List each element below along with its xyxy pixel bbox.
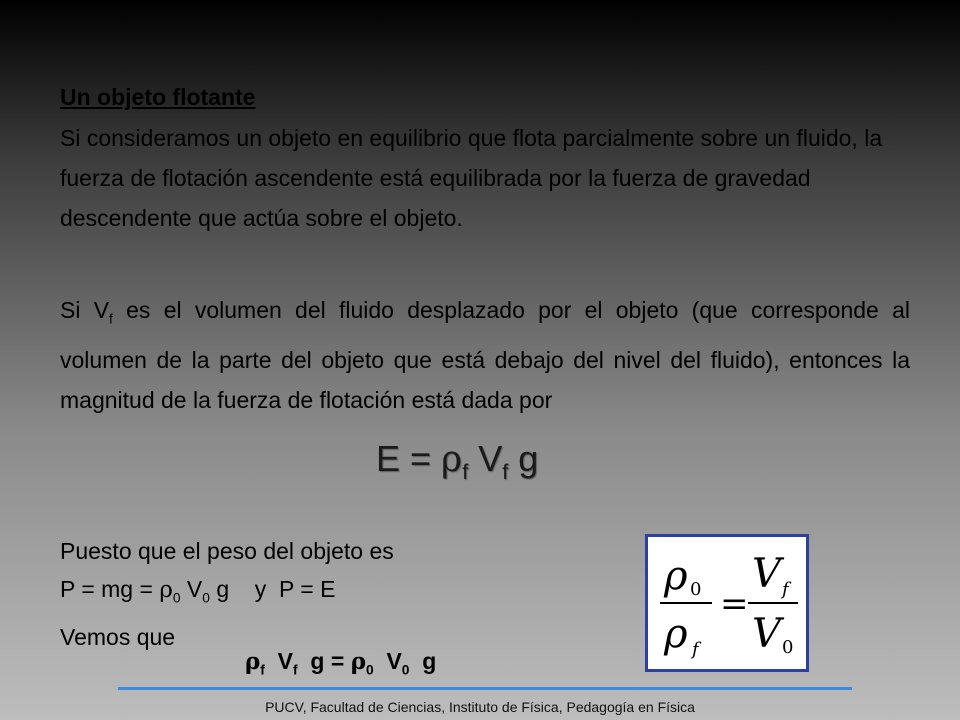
buoyancy-formula [376,438,538,485]
slide-title: Un objeto flotante [60,84,256,110]
final-rho-f-sub: f [260,662,265,678]
weight-eq-rho-sub: 0 [172,590,181,606]
final-rho-0-sub: 0 [365,662,374,678]
volume-subscript: f [502,459,509,485]
weight-eq-v-sub: 0 [202,590,210,606]
frac-equals: = [720,584,749,624]
footer-divider [118,687,852,690]
final-v-f-sub: f [293,662,298,678]
weight-eq-c: g y P = E [209,576,336,602]
line-weight-equation [60,570,394,618]
gravity-symbol: g [508,438,539,479]
rho-subscript: f [462,459,469,485]
final-equation [245,648,436,678]
footer-text: PUCV, Facultad de Ciencias, Instituto de Física, Pedagogía en Física [265,699,695,715]
line-weight: Puesto que el peso del objeto es [60,538,394,564]
frac-den-right: V [752,611,781,657]
para2-subscript: f [109,311,113,327]
frac-num-left: ρ [664,553,688,599]
weight-eq-a: P = mg = [60,576,160,602]
ratio-formula-box [645,534,809,672]
frac-num-right: V [752,551,781,597]
final-v-f: V [264,648,294,674]
final-g: g [409,648,437,674]
final-rho-f: ρ [245,648,261,675]
weight-eq-v: V [180,576,203,602]
frac-den-left: ρ [664,611,688,657]
frac-num-right-sub: f [782,579,789,600]
final-v-0: V [373,648,402,674]
frac-den-right-sub: 0 [782,637,794,658]
formula-lhs: E = [376,438,442,479]
final-rho-0: ρ [350,648,366,675]
line-vemos: Vemos que [60,623,176,650]
ratio-formula-svg [648,537,806,669]
frac-den-left-sub: f [692,639,699,660]
rho-symbol: ρ [441,439,463,480]
paragraph-equilibrium: Si consideramos un objeto en equilibrio que flota parcialmente sobre un fluido, la fuerza de flotación ascendente está equilibrada por la fuerza de gravedad descendente que actúa sobre el objeto. [60,125,883,231]
frac-num-left-sub: 0 [690,579,702,600]
para2-text-b: es el volumen del fluido desplazado por el objeto (que corresponde al volumen de la parte del objeto que está debajo del nivel del fluido), entonces la magnitud de la fuerza de flotación está dada por [60,297,910,413]
volume-symbol: V [468,438,503,479]
paragraph-displaced-volume [60,290,910,420]
final-mid: g = [297,648,351,674]
final-v-0-sub: 0 [401,662,410,678]
weight-eq-rho: ρ [159,577,173,603]
para2-text-a: Si V [60,297,110,323]
weight-explanation [60,532,394,656]
